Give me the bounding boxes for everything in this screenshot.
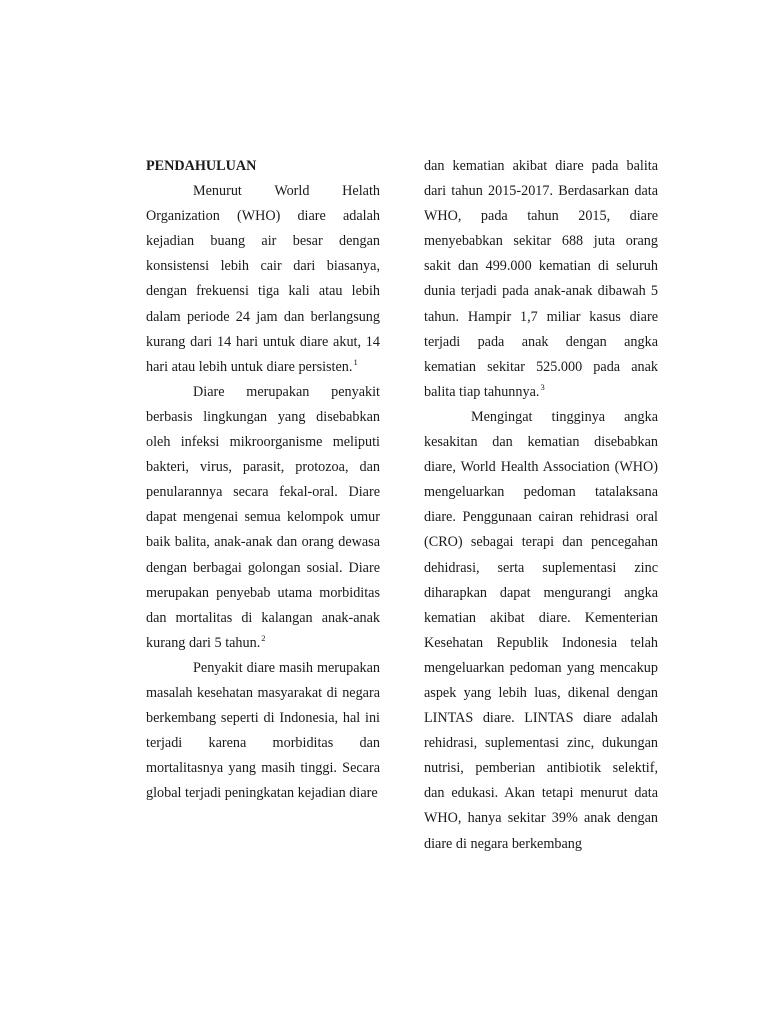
footnote-ref: 3 xyxy=(540,381,545,392)
paragraph-diare-penyakit xyxy=(146,380,380,656)
paragraph-lintas-diare xyxy=(424,405,658,857)
footnote-ref: 2 xyxy=(261,632,266,643)
paragraph-text: Mengingat tingginya angka kesakitan dan kematian disebabkan diare, World Health Association (WHO) mengeluarkan pedoman tatalaksana diare. Penggunaan cairan rehidrasi oral (CRO) sebagai terapi dan pencegahan dehidrasi, serta suplementasi zinc diharapkan dapat mengurangi angka kematian akibat diare. Kementerian Kesehatan Republik Indonesia telah mengeluarkan pedoman yang mencakup aspek yang lebih luas, dikenal dengan LINTAS diare. LINTAS diare adalah rehidrasi, suplementasi zinc, dukungan nutrisi, pemberian antibiotik selektif, dan edukasi. Akan tetapi menurut data WHO, hanya sekitar 39% anak dengan diare di negara berkembang xyxy=(424,408,658,852)
paragraph-masalah-kesehatan xyxy=(146,656,380,807)
paragraph-continued-statistics xyxy=(424,154,658,405)
paragraph-who-definition xyxy=(146,179,380,380)
left-column xyxy=(146,154,380,806)
paragraph-text: Diare merupakan penyakit berbasis lingkungan yang disebabkan oleh infeksi mikroorganisme meliputi bakteri, virus, parasit, protozoa, dan penularannya secara fekal-oral. Diare dapat mengenai semua kelompok umur baik balita, anak-anak dan orang dewasa dengan berbagai golongan sosial. Diare merupakan penyebab utama morbiditas dan mortalitas di kalangan anak-anak kurang dari 5 tahun. xyxy=(146,383,380,651)
section-heading: PENDAHULUAN xyxy=(146,158,257,174)
footnote-ref: 1 xyxy=(353,356,358,367)
paragraph-text: dan kematian akibat diare pada balita dari tahun 2015-2017. Berdasarkan data WHO, pada tahun 2015, diare menyebabkan sekitar 688 juta orang sakit dan 499.000 kematian di seluruh dunia terjadi pada anak-anak dibawah 5 tahun. Hampir 1,7 miliar kasus diare terjadi pada anak dengan angka kematian sekitar 525.000 pada anak balita tiap tahunnya. xyxy=(424,158,658,400)
paragraph-text: Menurut World Helath Organization (WHO) diare adalah kejadian buang air besar dengan konsistensi lebih cair dari biasanya, dengan frekuensi tiga kali atau lebih dalam periode 24 jam dan berlangsung kurang dari 14 hari untuk diare akut, 14 hari atau lebih untuk diare persisten. xyxy=(146,183,380,375)
right-column xyxy=(424,154,658,857)
paragraph-text: Penyakit diare masih merupakan masalah kesehatan masyarakat di negara berkembang seperti di Indonesia, hal ini terjadi karena morbiditas dan mortalitasnya yang masih tinggi. Secara global terjadi peningkatan kejadian diare xyxy=(146,659,380,802)
